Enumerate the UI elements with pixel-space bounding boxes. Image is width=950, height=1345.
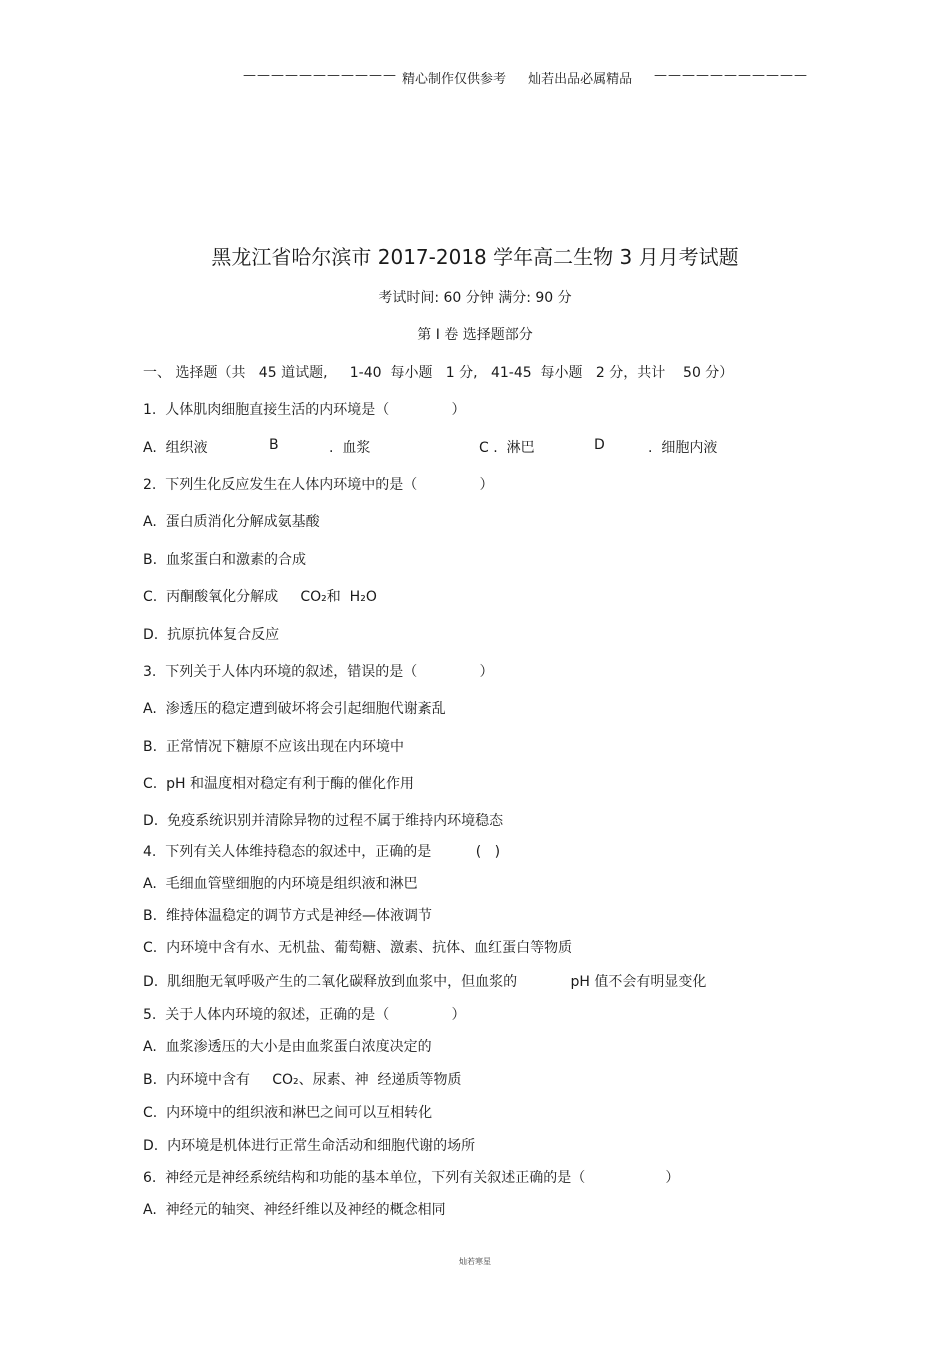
exam-title: 黑龙江省哈尔滨市 2017-2018 学年高二生物 3 月月考试题 — [211, 245, 739, 269]
q3-option-a: A. 渗透压的稳定遭到破坏将会引起细胞代谢紊乱 — [143, 701, 446, 717]
q4-option-d: D. 肌细胞无氧呼吸产生的二氧化碳释放到血浆中，但血浆的 pH 值不会有明显变化 — [143, 974, 707, 990]
q4-option-c: C. 内环境中含有水、无机盐、葡萄糖、激素、抗体、血红蛋白等物质 — [143, 940, 573, 956]
q5-option-c: C. 内环境中的组织液和淋巴之间可以互相转化 — [143, 1105, 433, 1121]
header-right-dashes: ——————————— — [654, 68, 808, 83]
header-left-dashes: ——————————— — [243, 68, 397, 83]
q1-option-d-text: . 细胞内液 — [648, 440, 718, 456]
question-2-stem: 2. 下列生化反应发生在人体内环境中的是（ ） — [143, 477, 494, 493]
q1-option-d-letter: D — [594, 437, 605, 453]
question-1-stem: 1. 人体肌肉细胞直接生活的内环境是（ ） — [143, 402, 466, 418]
question-5-stem: 5. 关于人体内环境的叙述，正确的是（ ） — [143, 1007, 466, 1023]
question-4-stem: 4. 下列有关人体维持稳态的叙述中，正确的是 ( ) — [143, 844, 501, 860]
section-title: 第 I 卷 选择题部分 — [417, 327, 533, 343]
q4-option-b: B. 维持体温稳定的调节方式是神经—体液调节 — [143, 908, 432, 924]
q6-option-a: A. 神经元的轴突、神经纤维以及神经的概念相同 — [143, 1202, 446, 1218]
q3-option-d: D. 免疫系统识别并清除异物的过程不属于维持内环境稳态 — [143, 813, 504, 829]
header-center — [402, 68, 650, 87]
q5-option-a: A. 血浆渗透压的大小是由血浆蛋白浓度决定的 — [143, 1039, 432, 1055]
q2-option-c: C. 丙酮酸氧化分解成 CO₂和 H₂O — [143, 589, 377, 605]
question-6-stem: 6. 神经元是神经系统结构和功能的基本单位，下列有关叙述正确的是（ ） — [143, 1170, 680, 1186]
header-right-text: 灿若出品必属精品 — [528, 72, 633, 87]
question-3-stem: 3. 下列关于人体内环境的叙述，错误的是（ ） — [143, 664, 494, 680]
q2-option-d: D. 抗原抗体复合反应 — [143, 627, 280, 643]
q2-option-b: B. 血浆蛋白和激素的合成 — [143, 552, 306, 568]
question-1-options — [143, 437, 763, 457]
q1-option-b-text: . 血浆 — [329, 440, 371, 456]
page-footer: 灿若寒星 — [459, 1257, 491, 1266]
q1-option-c: C . 淋巴 — [479, 440, 535, 456]
q5-option-d: D. 内环境是机体进行正常生命活动和细胞代谢的场所 — [143, 1138, 476, 1154]
part-heading: 一、 选择题（共 45 道试题, 1-40 每小题 1 分, 41-45 每小题 2 分，共计 50 分） — [143, 365, 734, 381]
q1-option-b-letter: B — [269, 437, 279, 453]
exam-info: 考试时间: 60 分钟 满分: 90 分 — [378, 290, 572, 306]
q5-option-b: B. 内环境中含有 CO₂、尿素、神 经递质等物质 — [143, 1072, 462, 1088]
q3-option-c: C. pH 和温度相对稳定有利于酶的催化作用 — [143, 776, 414, 792]
q2-option-a: A. 蛋白质消化分解成氨基酸 — [143, 514, 320, 530]
header-left-text: 精心制作仅供参考 — [402, 72, 507, 87]
q4-option-a: A. 毛细血管壁细胞的内环境是组织液和淋巴 — [143, 876, 418, 892]
q3-option-b: B. 正常情况下糖原不应该出现在内环境中 — [143, 739, 404, 755]
q1-option-a: A. 组织液 — [143, 440, 208, 456]
